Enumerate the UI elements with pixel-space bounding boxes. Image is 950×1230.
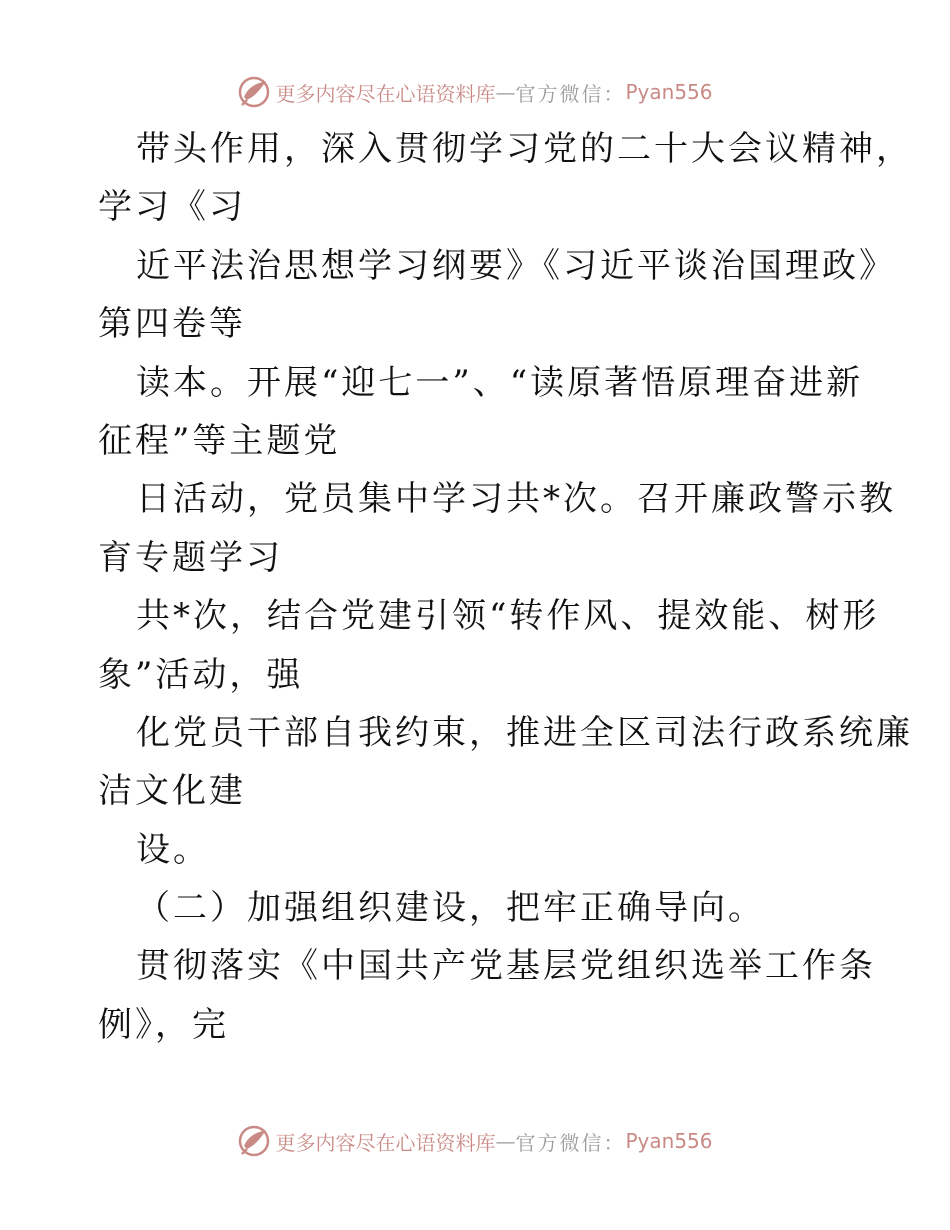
text-line: 第四卷等 — [98, 304, 246, 345]
watermark-brand: 更多内容尽在心语资料库 — [275, 81, 496, 106]
text-line: 征程”等主题党 — [98, 420, 341, 461]
watermark-wechat-id: Pyan556 — [625, 1129, 713, 1153]
fountain-pen-nib-logo-icon — [237, 1124, 271, 1158]
text-line: 贯彻落实《中国共产党基层党组织选举工作条 — [136, 946, 876, 987]
footer-watermark — [0, 1121, 950, 1161]
text-line: 日活动，党员集中学习共*次。召开廉政警示教 — [136, 479, 896, 520]
text-line: 近平法治思想学习纲要》《习近平谈治国理政》 — [136, 245, 896, 286]
watermark-label: 官方微信： — [515, 1130, 626, 1155]
fountain-pen-nib-logo-icon — [237, 75, 271, 109]
watermark-label: 官方微信： — [515, 81, 626, 106]
text-line: 洁文化建 — [98, 771, 246, 812]
text-line: 化党员干部自我约束，推进全区司法行政系统廉 — [136, 712, 913, 753]
text-line: 象”活动，强 — [98, 654, 304, 695]
text-line: 例》，完 — [98, 1004, 229, 1045]
text-line: 学习《习 — [98, 187, 246, 228]
watermark-brand: 更多内容尽在心语资料库 — [275, 1130, 496, 1155]
header-watermark — [0, 72, 950, 112]
text-line: 读本。开展“迎七一”、“读原著悟原理奋进新 — [136, 362, 864, 403]
text-line: 育专题学习 — [98, 537, 283, 578]
text-line: （二）加强组织建设，把牢正确导向。 — [136, 888, 765, 929]
watermark-dash: — — [495, 1129, 516, 1153]
watermark-wechat-id: Pyan556 — [625, 80, 713, 104]
watermark-dash: — — [495, 80, 516, 104]
text-line: 带头作用，深入贯彻学习党的二十大会议精神， — [136, 129, 913, 169]
text-line: 设。 — [136, 829, 210, 870]
document-body — [98, 120, 913, 1054]
text-line: 共*次，结合党建引领“转作风、提效能、树形 — [136, 596, 880, 637]
